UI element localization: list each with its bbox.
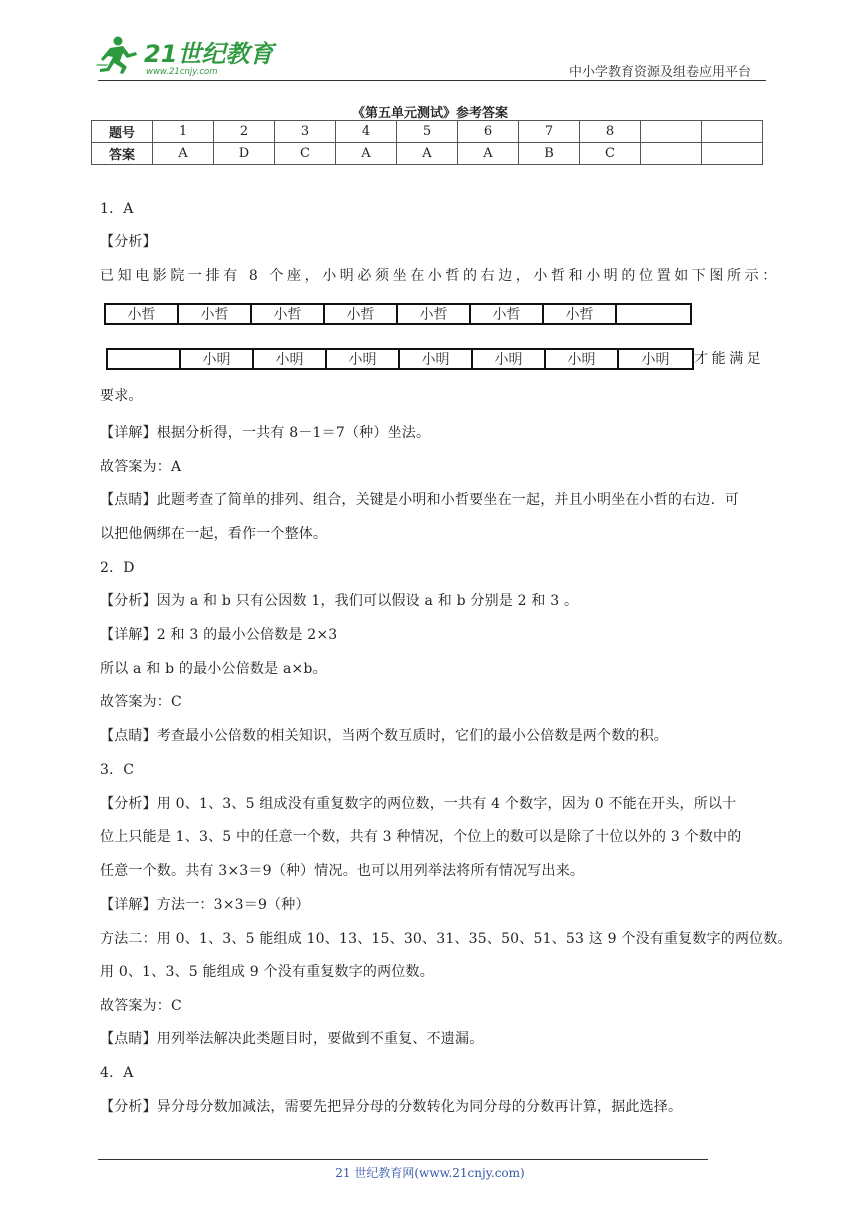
answer-key-title: 《第五单元测试》参考答案: [351, 106, 508, 121]
q3-method2-line2: 用 0、1、3、5 能组成 9 个没有重复数字的两位数。: [100, 964, 434, 980]
question-number-row: [92, 121, 763, 143]
seat-cell: 小哲: [471, 305, 544, 323]
answer-cell: A: [153, 143, 214, 165]
seat-cell: 小明: [400, 350, 473, 368]
q3-method2: 方法二：用 0、1、3、5 能组成 10、13、15、30、31、35、50、51、53 这 9 个没有重复数字的两位数。: [100, 931, 792, 947]
footer-divider: [98, 1159, 708, 1160]
seat-cell: 小哲: [398, 305, 471, 323]
q2-comment: 【点睛】考查最小公倍数的相关知识，当两个数互质时，它们的最小公倍数是两个数的积。: [100, 728, 668, 744]
q3-answer: 故答案为：C: [100, 998, 182, 1014]
seat-cell: 小哲: [179, 305, 252, 323]
answer-cell: D: [214, 143, 275, 165]
q1-continuation: 要求。: [100, 388, 143, 404]
q3-detail: 【详解】方法一：3×3＝9（种）: [100, 897, 310, 913]
q4-number: 4．A: [100, 1065, 134, 1081]
answer-cell: C: [275, 143, 336, 165]
q1-analysis-text: 已知电影院一排有 8 个座，小明必须坐在小哲的右边，小哲和小明的位置如下图所示：: [100, 268, 780, 284]
answer-cell: A: [336, 143, 397, 165]
question-number-cell: 6: [458, 121, 519, 143]
answer-row: [92, 143, 763, 165]
question-number-cell: [702, 121, 763, 143]
q1-after-diagram: 才能满足: [694, 351, 765, 367]
question-number-cell: 4: [336, 121, 397, 143]
q1-detail: 【详解】根据分析得，一共有 8－1＝7（种）坐法。: [100, 425, 431, 441]
seat-cell: [108, 350, 181, 368]
seat-cell: [617, 305, 690, 323]
header-divider: [98, 80, 766, 81]
question-number-cell: 1: [153, 121, 214, 143]
q3-analysis-line2: 位上只能是 1、3、5 中的任意一个数，共有 3 种情况，个位上的数可以是除了十位以外的 3 个数中的: [100, 829, 742, 845]
question-number-cell: 8: [580, 121, 641, 143]
question-number-cell: 2: [214, 121, 275, 143]
seat-row-xiaoming: [106, 348, 694, 370]
q3-comment: 【点睛】用列举法解决此类题目时，要做到不重复、不遗漏。: [100, 1031, 484, 1047]
q3-analysis-line3: 任意一个数。共有 3×3＝9（种）情况。也可以用列举法将所有情况写出来。: [100, 863, 585, 879]
row-label-answer: 答案: [92, 143, 153, 165]
question-number-cell: 3: [275, 121, 336, 143]
seat-cell: 小明: [254, 350, 327, 368]
seat-row-xiaozhe: [104, 303, 692, 325]
answer-cell: [702, 143, 763, 165]
logo-text: 21世纪教育: [144, 40, 274, 68]
q1-analysis-tag: 【分析】: [100, 234, 157, 250]
q1-answer: 故答案为：A: [100, 459, 182, 475]
answer-table: [91, 120, 763, 165]
q1-comment-line2: 以把他俩绑在一起，看作一个整体。: [100, 526, 328, 542]
q3-number: 3．C: [100, 762, 135, 778]
answer-cell: [641, 143, 702, 165]
seat-cell: 小哲: [544, 305, 617, 323]
seat-cell: 小明: [546, 350, 619, 368]
answer-cell: B: [519, 143, 580, 165]
seat-cell: 小明: [641, 352, 670, 368]
q3-analysis-line1: 【分析】用 0、1、3、5 组成没有重复数字的两位数，一共有 4 个数字，因为 0 不能在开头，所以十: [100, 796, 737, 812]
runner-icon: [96, 37, 137, 75]
question-number-cell: 7: [519, 121, 580, 143]
answer-cell: C: [580, 143, 641, 165]
q1-comment-line1: 【点睛】此题考查了简单的排列、组合，关键是小明和小哲要坐在一起，并且小明坐在小哲的右边．可: [100, 492, 739, 508]
row-label-number: 题号: [92, 121, 153, 143]
question-number-cell: [641, 121, 702, 143]
answer-cell: A: [458, 143, 519, 165]
q2-detail-2: 所以 a 和 b 的最小公倍数是 a×b。: [100, 661, 327, 677]
q1-number: 1．A: [100, 201, 134, 217]
seat-cell: 小哲: [252, 305, 325, 323]
logo-url: www.21cnjy.com: [146, 67, 218, 77]
q2-analysis: 【分析】因为 a 和 b 只有公因数 1，我们可以假设 a 和 b 分别是 2 和 3 。: [100, 593, 579, 609]
footer-link[interactable]: 21 世纪教育网(www.21cnjy.com): [335, 1166, 525, 1180]
answer-cell: A: [397, 143, 458, 165]
q4-analysis: 【分析】异分母分数加减法，需要先把异分母的分数转化为同分母的分数再计算，据此选择。: [100, 1099, 683, 1115]
seat-cell: 小哲: [325, 305, 398, 323]
seat-cell: 小明: [473, 350, 546, 368]
q2-answer: 故答案为：C: [100, 694, 182, 710]
site-logo: [96, 34, 274, 78]
seat-cell: 小哲: [106, 305, 179, 323]
platform-name: 中小学教育资源及组卷应用平台: [569, 65, 752, 80]
question-number-cell: 5: [397, 121, 458, 143]
seat-cell: 小明: [181, 350, 254, 368]
q2-detail: 【详解】2 和 3 的最小公倍数是 2×3: [100, 627, 338, 643]
seat-cell: 小明: [327, 350, 400, 368]
q2-number: 2．D: [100, 560, 135, 576]
